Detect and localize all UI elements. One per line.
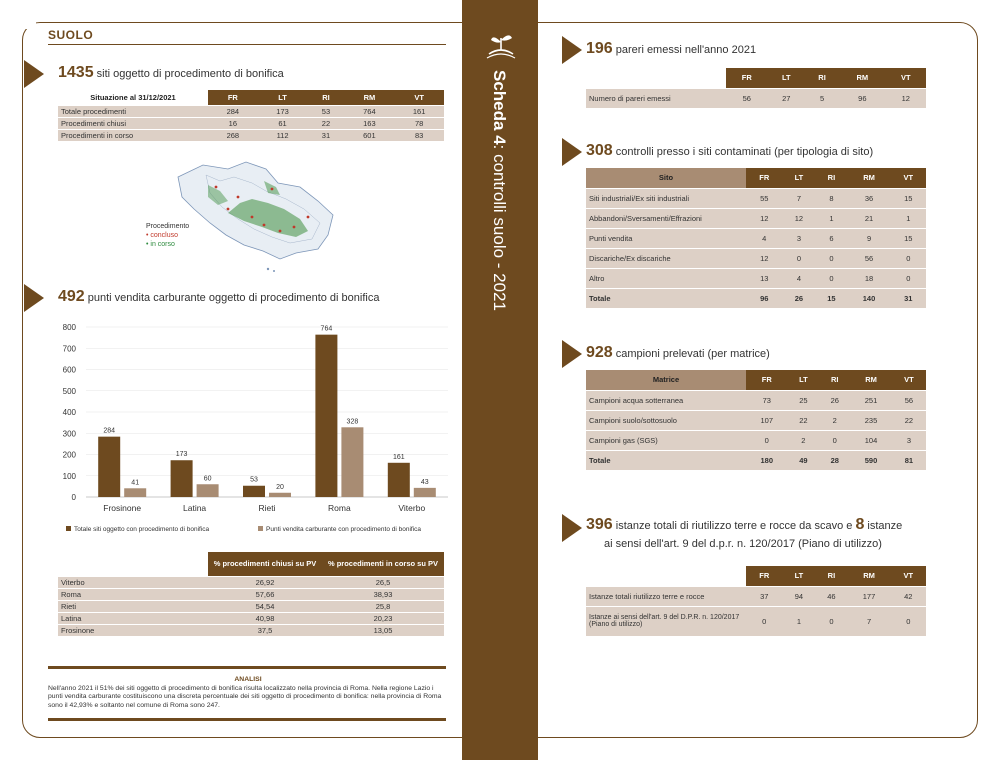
data-label: 161 (392, 453, 405, 461)
table-cell: 53 (307, 105, 344, 117)
table-cell: 3 (892, 430, 926, 450)
soil-icon (485, 30, 517, 60)
table-cell: 46 (815, 586, 847, 606)
table-cell: 36 (848, 188, 891, 208)
table-header-cell: RI (819, 370, 850, 390)
data-label: 20 (276, 483, 284, 491)
table-header-cell: RM (848, 566, 891, 586)
table-row (586, 188, 926, 208)
table-cell: 7 (782, 188, 815, 208)
map-legend-in-corso: • in corso (146, 241, 175, 248)
table-cell: 9 (848, 228, 891, 248)
table-header-cell (586, 566, 746, 586)
table-header-cell: RM (848, 168, 891, 188)
table-cell: Abbandoni/Sversamenti/Effrazioni (586, 208, 746, 228)
table-cell: 284 (208, 105, 258, 117)
table-row (586, 228, 926, 248)
x-tick-label: Latina (183, 503, 207, 513)
table-cell: 22 (307, 117, 344, 129)
analisi-text: Nell'anno 2021 il 51% dei siti oggetto di procedimento di bonifica risulta localizzato nella provincia di Roma. Nella regione Lazio i punti vendita carburante costituiscono una discreta percentuale dei siti oggetto di procedimento di bonifica: nella provincia di Roma sono il 42,93% e soltanto nel comune di Roma sono 247. (48, 684, 442, 709)
campioni-heading-text: campioni prelevati (per matrice) (612, 348, 770, 360)
table-row (58, 576, 444, 588)
bar-rieti-series-0 (243, 486, 265, 497)
table-cell: 3 (782, 228, 815, 248)
table-cell: 13,05 (322, 624, 444, 636)
legend-swatch-0 (66, 526, 71, 531)
table-header-cell: FR (208, 90, 258, 105)
table-cell: 25 (788, 390, 820, 410)
table-row (58, 600, 444, 612)
data-label: 173 (175, 451, 188, 459)
table-header-cell: VT (891, 168, 926, 188)
table-cell: Procedimenti in corso (58, 129, 208, 141)
pareri-number: 196 (586, 40, 613, 57)
table-row (586, 586, 926, 606)
table-cell: 31 (307, 129, 344, 141)
table-header-cell: RM (850, 370, 892, 390)
table-cell: 4 (782, 268, 815, 288)
title-divider (48, 44, 446, 45)
table-header-row (58, 552, 444, 576)
table-cell: Campioni suolo/sottosuolo (586, 410, 746, 430)
pv-bar-chart (48, 315, 453, 545)
data-label: 284 (103, 427, 116, 435)
data-label: 60 (203, 475, 212, 483)
y-tick-label: 0 (71, 493, 76, 502)
island-marker (273, 270, 275, 272)
table-row (586, 248, 926, 268)
table-cell: Procedimenti chiusi (58, 117, 208, 129)
table-cell: Numero di pareri emessi (586, 88, 726, 108)
table-cell: 235 (850, 410, 892, 430)
band-title-rest: : controlli suolo - 2021 (490, 144, 509, 311)
table-header-cell: LT (788, 370, 820, 390)
table-cell: 42 (891, 586, 926, 606)
istanze-heading-text2: istanze (864, 520, 903, 532)
table-cell: Istanze totali riutilizzo terre e rocce (586, 586, 746, 606)
table-cell: 31 (891, 288, 926, 308)
arrow-marker (24, 284, 44, 312)
map-legend-title: Procedimento (146, 223, 190, 230)
table-header-cell: LT (258, 90, 308, 105)
table-cell: 764 (345, 105, 395, 117)
table-cell: 15 (891, 188, 926, 208)
data-label: 53 (250, 476, 258, 484)
table-header-cell: RI (815, 566, 847, 586)
table-row (586, 410, 926, 430)
table-cell: 49 (788, 450, 820, 470)
table-cell: 0 (891, 268, 926, 288)
table-cell: 38,93 (322, 588, 444, 600)
table-cell: 7 (848, 606, 891, 636)
table-cell: 0 (815, 268, 847, 288)
analisi-divider-top (48, 666, 446, 669)
table-header-row (586, 68, 926, 88)
table-cell: 18 (848, 268, 891, 288)
table-header-cell: RI (815, 168, 847, 188)
table-row (586, 88, 926, 108)
table-header-cell: VT (891, 566, 926, 586)
istanze-heading-text1: istanze totali di riutilizzo terre e rocce da scavo e (612, 520, 856, 532)
table-cell: 13 (746, 268, 782, 288)
sites-number: 1435 (58, 64, 94, 81)
table-cell: 73 (746, 390, 788, 410)
table-row (586, 430, 926, 450)
table-cell: 26 (819, 390, 850, 410)
table-cell: 4 (746, 228, 782, 248)
table-cell: 57,66 (208, 588, 322, 600)
island-marker (267, 268, 269, 270)
table-cell: 54,54 (208, 600, 322, 612)
x-tick-label: Frosinone (103, 503, 142, 513)
y-tick-label: 400 (62, 408, 76, 417)
controlli-heading-text: controlli presso i siti contaminati (per tipologia di sito) (612, 146, 874, 158)
table-header-cell: RI (805, 68, 839, 88)
table-cell: Discariche/Ex discariche (586, 248, 746, 268)
table-header-cell: VT (886, 68, 926, 88)
table-cell: 16 (208, 117, 258, 129)
table-cell: 251 (850, 390, 892, 410)
y-tick-label: 100 (62, 471, 76, 481)
pareri-heading (586, 40, 756, 58)
table-header-cell: RM (345, 90, 395, 105)
table-cell: 0 (819, 430, 850, 450)
pareri-heading-text: pareri emessi nell'anno 2021 (612, 44, 757, 56)
controlli-heading (586, 142, 873, 160)
table-header-cell: LT (782, 566, 815, 586)
analisi-divider-bottom (48, 718, 446, 721)
table-row (586, 606, 926, 636)
table-row (586, 450, 926, 470)
table-cell: Frosinone (58, 624, 208, 636)
table-cell: 56 (848, 248, 891, 268)
table-row (58, 129, 444, 141)
map-legend-concluso: • concluso (146, 232, 179, 239)
table-cell: 22 (788, 410, 820, 430)
table-header-cell: VT (394, 90, 444, 105)
table-cell: 0 (891, 606, 926, 636)
table-cell: 28 (819, 450, 850, 470)
table-header-row (58, 90, 444, 105)
pareri-table (586, 68, 926, 108)
table-cell: Siti industriali/Ex siti industriali (586, 188, 746, 208)
analisi-box (48, 676, 448, 710)
data-label: 43 (420, 478, 429, 486)
table-cell: 1 (891, 208, 926, 228)
controlli-table (586, 168, 926, 308)
table-cell: 40,98 (208, 612, 322, 624)
table-row (58, 588, 444, 600)
table-header-cell: VT (892, 370, 926, 390)
table-header-row (586, 566, 926, 586)
table-header-cell: Sito (586, 168, 746, 188)
table-cell: 12 (886, 88, 926, 108)
pv-number: 492 (58, 288, 85, 305)
bar-rieti-series-1 (269, 493, 291, 497)
table-cell: 56 (892, 390, 926, 410)
data-label: 764 (320, 325, 333, 333)
table-cell: 55 (746, 188, 782, 208)
y-tick-label: 200 (62, 450, 76, 460)
sites-heading-text: siti oggetto di procedimento di bonifica (93, 68, 284, 80)
bar-frosinone-series-0 (98, 437, 120, 497)
istanze-number: 396 (586, 516, 613, 533)
campioni-table (586, 370, 926, 470)
table-header-cell: % procedimenti in corso su PV (322, 552, 444, 576)
arrow-marker (562, 340, 582, 368)
table-cell: 173 (258, 105, 308, 117)
table-cell: 2 (819, 410, 850, 430)
istanze-heading-line2: ai sensi dell'art. 9 del d.p.r. n. 120/2017 (Piano di utilizzo) (604, 538, 882, 550)
table-cell: 161 (394, 105, 444, 117)
lazio-map (168, 157, 338, 275)
arrow-marker (562, 36, 582, 64)
table-cell: 15 (815, 288, 847, 308)
table-row (586, 288, 926, 308)
table-cell: 56 (726, 88, 768, 108)
arrow-marker (562, 514, 582, 542)
band-vertical-title (482, 70, 518, 330)
bar-viterbo-series-0 (388, 463, 410, 497)
table-header-row (586, 168, 926, 188)
pct-table (58, 552, 444, 636)
bar-latina-series-1 (197, 484, 219, 497)
table-cell: 12 (782, 208, 815, 228)
campioni-heading (586, 344, 770, 362)
table-cell: 163 (345, 117, 395, 129)
analisi-title: ANALISI (234, 676, 262, 683)
table-cell: Totale (586, 288, 746, 308)
table-header-row (586, 370, 926, 390)
section-title: SUOLO (48, 28, 94, 42)
table-cell: Latina (58, 612, 208, 624)
table-cell: 26,92 (208, 576, 322, 588)
frame-gap (10, 15, 36, 29)
table-cell: 140 (848, 288, 891, 308)
table-cell: 94 (782, 586, 815, 606)
table-header-cell: FR (726, 68, 768, 88)
table-cell: 12 (746, 208, 782, 228)
table-header-cell: FR (746, 566, 782, 586)
table-row (58, 624, 444, 636)
table-header-cell: FR (746, 370, 788, 390)
table-cell: Rieti (58, 600, 208, 612)
table-cell: Roma (58, 588, 208, 600)
table-cell: 96 (746, 288, 782, 308)
table-header-cell: Matrice (586, 370, 746, 390)
bar-viterbo-series-1 (414, 488, 436, 497)
table-cell: 96 (839, 88, 886, 108)
table-cell: Totale procedimenti (58, 105, 208, 117)
bar-roma-series-0 (315, 335, 337, 497)
pv-heading-text: punti vendita carburante oggetto di procedimento di bonifica (84, 292, 380, 304)
table-cell: 26 (782, 288, 815, 308)
table-cell: 112 (258, 129, 308, 141)
legend-label-0: Totale siti oggetto con procedimento di bonifica (74, 526, 210, 533)
y-tick-label: 600 (62, 365, 76, 375)
table-cell: Viterbo (58, 576, 208, 588)
legend-swatch-1 (258, 526, 263, 531)
table-cell: 12 (746, 248, 782, 268)
table-cell: 107 (746, 410, 788, 430)
table-cell: 1 (815, 208, 847, 228)
table-header-cell: Situazione al 31/12/2021 (58, 90, 208, 105)
table-cell: 26,5 (322, 576, 444, 588)
table-cell: Punti vendita (586, 228, 746, 248)
table-cell: 8 (815, 188, 847, 208)
sites-heading (58, 64, 284, 82)
table-header-cell (586, 68, 726, 88)
table-row (58, 612, 444, 624)
table-cell: 81 (892, 450, 926, 470)
table-cell: 590 (850, 450, 892, 470)
table-cell: 0 (815, 248, 847, 268)
bar-latina-series-0 (171, 460, 193, 497)
table-cell: 177 (848, 586, 891, 606)
table-cell: Totale (586, 450, 746, 470)
table-cell: 0 (815, 606, 847, 636)
table-cell: 104 (850, 430, 892, 450)
table-header-cell (58, 552, 208, 576)
campioni-number: 928 (586, 344, 613, 361)
istanze-heading (586, 516, 902, 534)
table-cell: 268 (208, 129, 258, 141)
table-header-cell: RM (839, 68, 886, 88)
map-legend (146, 222, 189, 249)
y-tick-label: 700 (62, 344, 76, 354)
table-cell: 20,23 (322, 612, 444, 624)
table-cell: Campioni acqua sotterranea (586, 390, 746, 410)
table-cell: 0 (782, 248, 815, 268)
table-row (586, 268, 926, 288)
sites-table (58, 90, 444, 141)
controlli-number: 308 (586, 142, 613, 159)
table-cell: 0 (891, 248, 926, 268)
table-row (586, 390, 926, 410)
table-cell: 25,8 (322, 600, 444, 612)
table-cell: 78 (394, 117, 444, 129)
y-tick-label: 300 (62, 429, 76, 439)
table-row (58, 117, 444, 129)
x-tick-label: Viterbo (398, 503, 426, 513)
table-cell: 1 (782, 606, 815, 636)
table-cell: 601 (345, 129, 395, 141)
y-tick-label: 500 (62, 386, 76, 396)
table-cell: 22 (892, 410, 926, 430)
table-cell: Campioni gas (SGS) (586, 430, 746, 450)
arrow-marker (24, 60, 44, 88)
band-title-bold: Scheda 4 (490, 70, 509, 145)
table-cell: 37,5 (208, 624, 322, 636)
table-header-cell: % procedimenti chiusi su PV (208, 552, 322, 576)
table-row (586, 208, 926, 228)
table-cell: 0 (746, 606, 782, 636)
y-tick-label: 800 (62, 323, 76, 332)
table-cell: 61 (258, 117, 308, 129)
table-cell: Altro (586, 268, 746, 288)
data-label: 41 (131, 479, 140, 487)
table-cell: 5 (805, 88, 839, 108)
table-cell: 0 (746, 430, 788, 450)
table-cell: 37 (746, 586, 782, 606)
pv-heading (58, 288, 379, 306)
legend-label-1: Punti vendita carburante con procedimento di bonifica (266, 526, 422, 533)
table-cell: 2 (788, 430, 820, 450)
bar-roma-series-1 (341, 427, 363, 497)
table-row (58, 105, 444, 117)
istanze-number2: 8 (855, 516, 865, 533)
table-cell: Istanze ai sensi dell'art. 9 del D.P.R. n. 120/2017 (Piano di utilizzo) (586, 606, 746, 636)
table-header-cell: RI (307, 90, 344, 105)
table-cell: 83 (394, 129, 444, 141)
data-label: 328 (346, 418, 359, 426)
table-cell: 27 (768, 88, 805, 108)
table-cell: 6 (815, 228, 847, 248)
table-header-cell: LT (782, 168, 815, 188)
istanze-table (586, 566, 926, 636)
table-cell: 21 (848, 208, 891, 228)
x-tick-label: Rieti (258, 503, 276, 513)
table-cell: 15 (891, 228, 926, 248)
x-tick-label: Roma (328, 503, 351, 513)
bar-frosinone-series-1 (124, 488, 146, 497)
table-cell: 180 (746, 450, 788, 470)
table-header-cell: LT (768, 68, 805, 88)
table-header-cell: FR (746, 168, 782, 188)
arrow-marker (562, 138, 582, 166)
